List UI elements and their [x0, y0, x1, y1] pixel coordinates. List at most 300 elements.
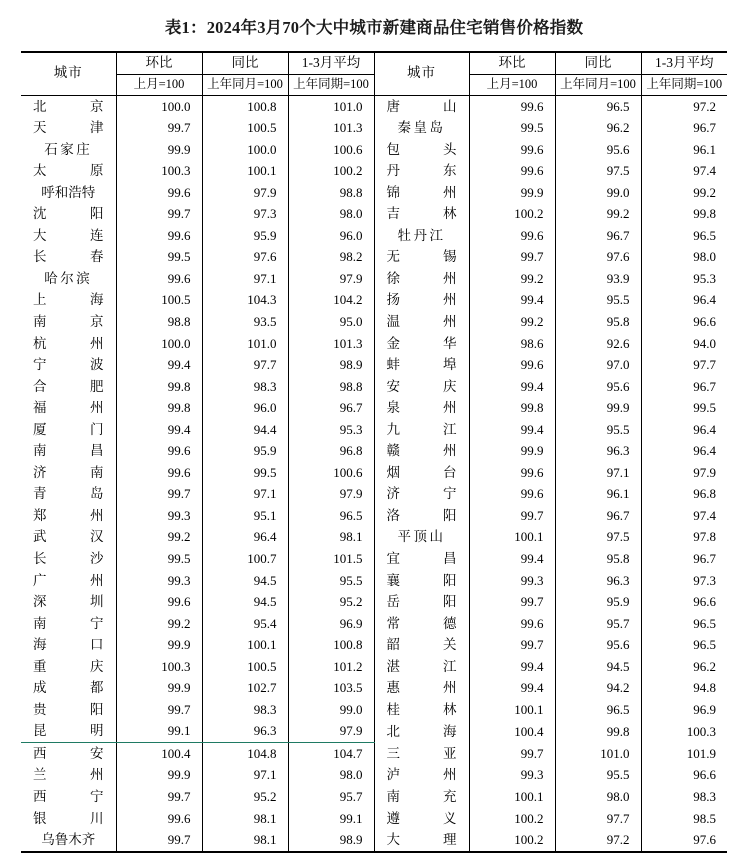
value-cell-avg: 97.8 [641, 526, 727, 548]
value-cell-yoy: 97.5 [555, 160, 641, 182]
value-cell-avg: 97.3 [641, 570, 727, 592]
city-label: 岳 阳 [386, 594, 457, 610]
city-name-cell [374, 117, 469, 139]
city-name-cell [21, 139, 116, 161]
value-cell-avg: 100.6 [288, 139, 374, 161]
city-label: 宜 昌 [386, 550, 457, 566]
table-row [21, 591, 727, 613]
value-cell-avg: 96.5 [641, 613, 727, 635]
value-cell-mom: 99.6 [116, 440, 202, 462]
value-cell-yoy: 99.2 [555, 203, 641, 225]
value-cell-yoy: 97.2 [555, 829, 641, 852]
value-cell-avg: 96.9 [641, 699, 727, 721]
value-cell-yoy: 100.8 [202, 95, 288, 117]
value-cell-mom: 99.3 [116, 570, 202, 592]
value-cell-avg: 98.3 [641, 786, 727, 808]
city-name-cell [21, 397, 116, 419]
value-cell-yoy: 96.2 [555, 117, 641, 139]
city-label: 温 州 [386, 313, 457, 329]
table-row [21, 139, 727, 161]
value-cell-yoy: 96.0 [202, 397, 288, 419]
city-label: 安 庆 [386, 378, 457, 394]
value-cell-mom: 99.6 [116, 591, 202, 613]
city-label: 泉 州 [386, 400, 457, 416]
value-cell-mom: 99.2 [469, 268, 555, 290]
city-name-cell [374, 246, 469, 268]
value-cell-yoy: 104.3 [202, 289, 288, 311]
value-cell-avg: 94.8 [641, 677, 727, 699]
value-cell-mom: 99.6 [469, 139, 555, 161]
value-cell-avg: 97.9 [288, 483, 374, 505]
city-label: 牡丹江 [397, 227, 446, 243]
value-cell-yoy: 95.6 [555, 634, 641, 656]
city-name-cell [374, 225, 469, 247]
value-cell-yoy: 95.8 [555, 311, 641, 333]
header-yoy-left: 同比 [202, 52, 288, 74]
table-row [21, 483, 727, 505]
city-name-cell [374, 139, 469, 161]
value-cell-mom: 99.6 [469, 225, 555, 247]
value-cell-yoy: 102.7 [202, 677, 288, 699]
table-row [21, 764, 727, 786]
value-cell-yoy: 95.6 [555, 139, 641, 161]
value-cell-yoy: 96.5 [555, 699, 641, 721]
city-name-cell [21, 268, 116, 290]
value-cell-yoy: 98.3 [202, 376, 288, 398]
value-cell-mom: 100.3 [116, 656, 202, 678]
city-name-cell [21, 333, 116, 355]
city-label: 太 原 [33, 163, 104, 179]
city-name-cell [374, 268, 469, 290]
city-label: 济 南 [33, 464, 104, 480]
value-cell-yoy: 96.1 [555, 483, 641, 505]
table-row [21, 333, 727, 355]
value-cell-yoy: 94.5 [202, 591, 288, 613]
city-name-cell [21, 656, 116, 678]
value-cell-mom: 99.4 [469, 419, 555, 441]
value-cell-avg: 97.7 [641, 354, 727, 376]
city-label: 九 江 [386, 421, 457, 437]
city-label: 平顶山 [397, 529, 446, 545]
table-row [21, 225, 727, 247]
value-cell-yoy: 94.2 [555, 677, 641, 699]
value-cell-yoy: 97.9 [202, 182, 288, 204]
value-cell-yoy: 96.3 [555, 440, 641, 462]
city-name-cell [21, 808, 116, 830]
value-cell-avg: 96.7 [288, 397, 374, 419]
city-label: 广 州 [33, 572, 104, 588]
value-cell-mom: 100.4 [116, 742, 202, 764]
header-avg-right: 1-3月平均 [641, 52, 727, 74]
value-cell-yoy: 101.0 [555, 742, 641, 764]
value-cell-yoy: 93.5 [202, 311, 288, 333]
value-cell-avg: 96.5 [288, 505, 374, 527]
city-label: 丹 东 [386, 163, 457, 179]
value-cell-yoy: 99.8 [555, 720, 641, 742]
value-cell-avg: 95.2 [288, 591, 374, 613]
value-cell-mom: 100.4 [469, 720, 555, 742]
value-cell-avg: 96.1 [641, 139, 727, 161]
value-cell-mom: 99.7 [116, 117, 202, 139]
city-name-cell [374, 526, 469, 548]
value-cell-yoy: 97.1 [202, 268, 288, 290]
value-cell-mom: 100.2 [469, 203, 555, 225]
city-name-cell [21, 742, 116, 764]
city-name-cell [374, 289, 469, 311]
value-cell-yoy: 95.6 [555, 376, 641, 398]
value-cell-mom: 99.9 [116, 677, 202, 699]
table-row [21, 548, 727, 570]
value-cell-yoy: 95.2 [202, 786, 288, 808]
city-name-cell [374, 764, 469, 786]
value-cell-yoy: 94.5 [202, 570, 288, 592]
price-index-table-wrap [21, 51, 727, 853]
city-name-cell [21, 160, 116, 182]
city-label: 贵 阳 [33, 701, 104, 717]
value-cell-mom: 99.7 [469, 742, 555, 764]
table-row [21, 786, 727, 808]
city-label: 长 春 [33, 249, 104, 265]
table-row [21, 570, 727, 592]
value-cell-avg: 97.9 [288, 720, 374, 742]
city-label: 洛 阳 [386, 507, 457, 523]
city-label: 乌鲁木齐 [41, 832, 96, 848]
value-cell-yoy: 97.7 [555, 808, 641, 830]
value-cell-yoy: 97.5 [555, 526, 641, 548]
city-name-cell [21, 289, 116, 311]
value-cell-mom: 98.8 [116, 311, 202, 333]
city-label: 海 口 [33, 637, 104, 653]
city-name-cell [374, 786, 469, 808]
value-cell-avg: 95.7 [288, 786, 374, 808]
city-label: 泸 州 [386, 767, 457, 783]
value-cell-avg: 103.5 [288, 677, 374, 699]
city-label: 桂 林 [386, 701, 457, 717]
value-cell-mom: 99.7 [469, 246, 555, 268]
city-name-cell [21, 591, 116, 613]
city-name-cell [374, 419, 469, 441]
value-cell-yoy: 95.4 [202, 613, 288, 635]
city-label: 昆 明 [33, 723, 104, 739]
value-cell-yoy: 95.8 [555, 548, 641, 570]
table-row [21, 246, 727, 268]
value-cell-avg: 100.2 [288, 160, 374, 182]
city-name-cell [21, 354, 116, 376]
value-cell-avg: 101.0 [288, 95, 374, 117]
value-cell-avg: 96.5 [641, 225, 727, 247]
city-name-cell [21, 440, 116, 462]
city-label: 南 昌 [33, 443, 104, 459]
value-cell-mom: 99.4 [469, 548, 555, 570]
value-cell-yoy: 94.5 [555, 656, 641, 678]
table-row [21, 829, 727, 852]
city-label: 赣 州 [386, 443, 457, 459]
value-cell-mom: 99.7 [469, 591, 555, 613]
value-cell-avg: 98.0 [641, 246, 727, 268]
city-label: 北 海 [386, 723, 457, 739]
city-label: 秦皇岛 [397, 120, 446, 136]
value-cell-avg: 96.7 [641, 117, 727, 139]
value-cell-mom: 99.6 [469, 613, 555, 635]
value-cell-avg: 99.1 [288, 808, 374, 830]
city-label: 大 连 [33, 227, 104, 243]
city-label: 南 宁 [33, 615, 104, 631]
value-cell-avg: 96.2 [641, 656, 727, 678]
value-cell-avg: 96.6 [641, 311, 727, 333]
city-label: 郑 州 [33, 507, 104, 523]
value-cell-yoy: 98.3 [202, 699, 288, 721]
table-row [21, 419, 727, 441]
value-cell-avg: 98.5 [641, 808, 727, 830]
city-name-cell [374, 591, 469, 613]
value-cell-mom: 99.7 [116, 786, 202, 808]
table-row [21, 634, 727, 656]
value-cell-mom: 99.2 [469, 311, 555, 333]
table-row [21, 311, 727, 333]
value-cell-mom: 99.9 [116, 634, 202, 656]
value-cell-avg: 98.8 [288, 182, 374, 204]
value-cell-mom: 99.6 [116, 462, 202, 484]
header-avg-left: 1-3月平均 [288, 52, 374, 74]
value-cell-yoy: 95.9 [202, 440, 288, 462]
value-cell-avg: 96.4 [641, 419, 727, 441]
value-cell-yoy: 95.1 [202, 505, 288, 527]
city-label: 石家庄 [44, 141, 93, 157]
city-name-cell [374, 440, 469, 462]
value-cell-yoy: 98.0 [555, 786, 641, 808]
city-label: 常 德 [386, 615, 457, 631]
table-row [21, 160, 727, 182]
value-cell-yoy: 96.5 [555, 95, 641, 117]
value-cell-avg: 99.8 [641, 203, 727, 225]
city-label: 西 安 [33, 745, 104, 761]
table-row [21, 677, 727, 699]
value-cell-avg: 95.0 [288, 311, 374, 333]
value-cell-mom: 99.6 [469, 160, 555, 182]
value-cell-yoy: 98.1 [202, 808, 288, 830]
table-row [21, 742, 727, 764]
city-name-cell [374, 808, 469, 830]
value-cell-avg: 100.6 [288, 462, 374, 484]
value-cell-avg: 99.5 [641, 397, 727, 419]
city-name-cell [21, 225, 116, 247]
value-cell-avg: 95.5 [288, 570, 374, 592]
value-cell-mom: 100.2 [469, 829, 555, 852]
value-cell-yoy: 97.1 [555, 462, 641, 484]
header-city-left: 城市 [21, 52, 116, 95]
city-name-cell [21, 311, 116, 333]
city-name-cell [21, 570, 116, 592]
value-cell-yoy: 95.9 [202, 225, 288, 247]
value-cell-avg: 98.0 [288, 203, 374, 225]
value-cell-mom: 100.2 [469, 808, 555, 830]
value-cell-avg: 98.9 [288, 829, 374, 852]
city-label: 吉 林 [386, 206, 457, 222]
value-cell-avg: 95.3 [641, 268, 727, 290]
value-cell-mom: 100.0 [116, 333, 202, 355]
value-cell-yoy: 100.7 [202, 548, 288, 570]
city-name-cell [21, 95, 116, 117]
table-row [21, 95, 727, 117]
value-cell-yoy: 95.9 [555, 591, 641, 613]
value-cell-mom: 99.7 [116, 483, 202, 505]
value-cell-mom: 99.4 [116, 419, 202, 441]
value-cell-avg: 97.2 [641, 95, 727, 117]
city-label: 烟 台 [386, 464, 457, 480]
header-yoy-sub-right: 上年同月=100 [555, 74, 641, 95]
value-cell-mom: 99.4 [116, 354, 202, 376]
city-label: 韶 关 [386, 637, 457, 653]
city-name-cell [374, 333, 469, 355]
value-cell-mom: 99.7 [116, 699, 202, 721]
value-cell-yoy: 95.5 [555, 419, 641, 441]
table-body [21, 95, 727, 852]
city-name-cell [374, 397, 469, 419]
value-cell-mom: 99.5 [116, 548, 202, 570]
value-cell-yoy: 97.3 [202, 203, 288, 225]
value-cell-yoy: 99.5 [202, 462, 288, 484]
value-cell-mom: 99.6 [469, 95, 555, 117]
city-name-cell [374, 829, 469, 852]
value-cell-avg: 97.4 [641, 505, 727, 527]
table-row [21, 720, 727, 742]
value-cell-mom: 99.5 [116, 246, 202, 268]
value-cell-mom: 99.9 [116, 139, 202, 161]
value-cell-avg: 104.7 [288, 742, 374, 764]
city-label: 青 岛 [33, 486, 104, 502]
city-label: 深 圳 [33, 594, 104, 610]
value-cell-yoy: 99.9 [555, 397, 641, 419]
city-name-cell [21, 246, 116, 268]
value-cell-mom: 99.9 [469, 440, 555, 462]
city-label: 厦 门 [33, 421, 104, 437]
value-cell-avg: 96.7 [641, 376, 727, 398]
city-name-cell [21, 419, 116, 441]
city-name-cell [374, 656, 469, 678]
value-cell-avg: 99.0 [288, 699, 374, 721]
city-label: 唐 山 [386, 98, 457, 114]
header-mom-sub-right: 上月=100 [469, 74, 555, 95]
table-row [21, 699, 727, 721]
table-row [21, 182, 727, 204]
city-name-cell [374, 699, 469, 721]
value-cell-mom: 99.5 [469, 117, 555, 139]
table-row [21, 656, 727, 678]
value-cell-avg: 97.4 [641, 160, 727, 182]
city-label: 南 京 [33, 313, 104, 329]
city-name-cell [21, 720, 116, 742]
value-cell-avg: 101.9 [641, 742, 727, 764]
value-cell-yoy: 97.0 [555, 354, 641, 376]
city-name-cell [21, 677, 116, 699]
table-row [21, 376, 727, 398]
city-label: 北 京 [33, 98, 104, 114]
table-row [21, 526, 727, 548]
value-cell-yoy: 100.1 [202, 634, 288, 656]
city-name-cell [21, 634, 116, 656]
value-cell-mom: 99.4 [469, 289, 555, 311]
value-cell-mom: 99.3 [469, 570, 555, 592]
value-cell-mom: 99.7 [469, 505, 555, 527]
city-label: 济 宁 [386, 486, 457, 502]
value-cell-avg: 97.9 [641, 462, 727, 484]
city-label: 银 川 [33, 810, 104, 826]
city-label: 三 亚 [386, 745, 457, 761]
city-name-cell [374, 505, 469, 527]
value-cell-yoy: 96.3 [555, 570, 641, 592]
city-name-cell [21, 376, 116, 398]
city-label: 无 锡 [386, 249, 457, 265]
value-cell-mom: 99.4 [469, 677, 555, 699]
city-label: 武 汉 [33, 529, 104, 545]
value-cell-mom: 99.6 [469, 354, 555, 376]
value-cell-mom: 99.1 [116, 720, 202, 742]
table-row [21, 268, 727, 290]
city-label: 西 宁 [33, 789, 104, 804]
value-cell-yoy: 98.1 [202, 829, 288, 852]
value-cell-mom: 99.3 [469, 764, 555, 786]
value-cell-mom: 100.1 [469, 699, 555, 721]
city-label: 天 津 [33, 120, 104, 136]
city-label: 襄 阳 [386, 572, 457, 588]
value-cell-yoy: 100.5 [202, 117, 288, 139]
city-name-cell [374, 613, 469, 635]
table-row [21, 203, 727, 225]
city-label: 金 华 [386, 335, 457, 351]
value-cell-mom: 99.8 [116, 376, 202, 398]
city-name-cell [374, 311, 469, 333]
city-name-cell [374, 634, 469, 656]
value-cell-avg: 100.3 [641, 720, 727, 742]
value-cell-avg: 101.2 [288, 656, 374, 678]
city-name-cell [374, 160, 469, 182]
city-label: 合 肥 [33, 378, 104, 394]
city-label: 哈尔滨 [44, 270, 93, 286]
city-name-cell [374, 203, 469, 225]
header-yoy-sub-left: 上年同月=100 [202, 74, 288, 95]
value-cell-avg: 97.6 [641, 829, 727, 852]
value-cell-yoy: 96.3 [202, 720, 288, 742]
value-cell-avg: 96.6 [641, 764, 727, 786]
value-cell-yoy: 100.5 [202, 656, 288, 678]
city-label: 沈 阳 [33, 206, 104, 222]
city-name-cell [374, 548, 469, 570]
city-name-cell [374, 462, 469, 484]
city-name-cell [21, 182, 116, 204]
table-row [21, 354, 727, 376]
value-cell-mom: 100.1 [469, 786, 555, 808]
value-cell-avg: 96.4 [641, 289, 727, 311]
value-cell-avg: 101.3 [288, 333, 374, 355]
table-row [21, 440, 727, 462]
table-head [21, 52, 727, 95]
city-label: 包 头 [386, 141, 457, 157]
value-cell-avg: 96.5 [641, 634, 727, 656]
city-name-cell [374, 95, 469, 117]
city-label: 蚌 埠 [386, 357, 457, 373]
value-cell-yoy: 97.6 [555, 246, 641, 268]
city-name-cell [21, 548, 116, 570]
value-cell-avg: 98.0 [288, 764, 374, 786]
value-cell-yoy: 96.7 [555, 225, 641, 247]
value-cell-avg: 98.1 [288, 526, 374, 548]
city-label: 锦 州 [386, 184, 457, 200]
value-cell-yoy: 100.1 [202, 160, 288, 182]
city-label: 湛 江 [386, 658, 457, 674]
city-label: 扬 州 [386, 292, 457, 308]
value-cell-mom: 100.1 [469, 526, 555, 548]
header-avg-sub-left: 上年同期=100 [288, 74, 374, 95]
